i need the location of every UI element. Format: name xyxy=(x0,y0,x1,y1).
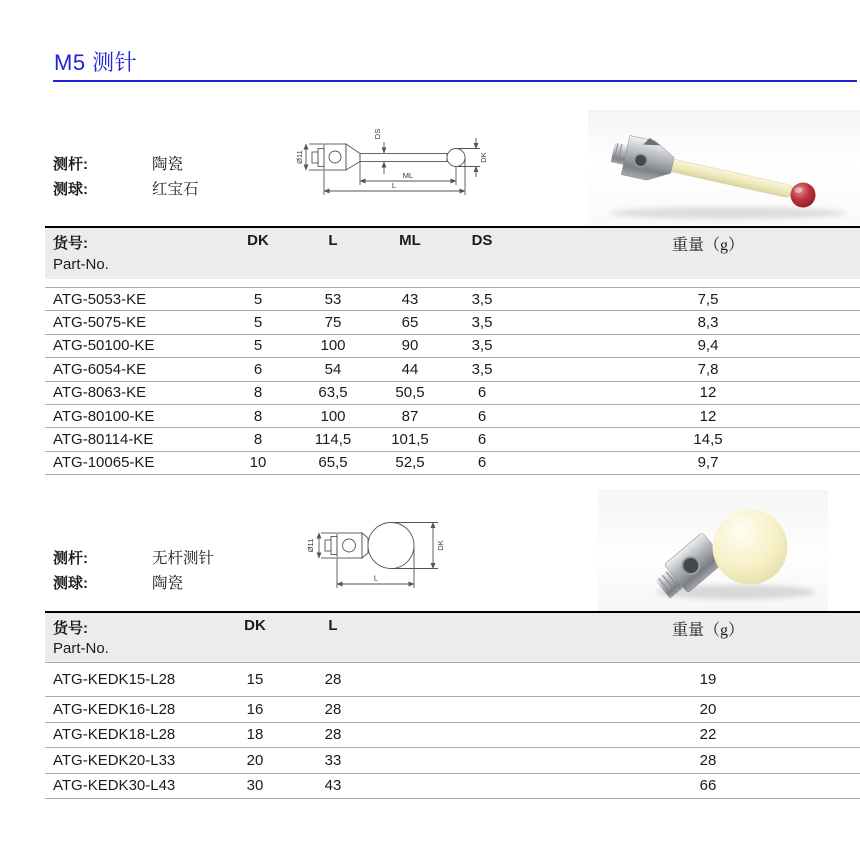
col-header-weight: 重量（g） xyxy=(671,622,744,639)
spec-row xyxy=(53,152,303,177)
stylus-ball-value: 红宝石 xyxy=(152,181,199,198)
value-cell: 18 xyxy=(246,726,264,744)
part-no-header-zh: 货号: xyxy=(53,620,88,637)
value-cell: 100 xyxy=(320,337,346,355)
part-no-header-en: Part-No. xyxy=(53,640,109,657)
table-row xyxy=(45,382,860,405)
value-cell: 20 xyxy=(246,751,264,769)
part-no-cell: ATG-KEDK20-L33 xyxy=(53,751,176,769)
table-row xyxy=(45,358,860,381)
value-cell: 5 xyxy=(253,337,263,355)
value-cell: 8 xyxy=(253,431,263,449)
col-header-ml: ML xyxy=(399,232,421,249)
value-cell: 43 xyxy=(401,290,419,308)
part-no-cell: ATG-6054-KE xyxy=(53,360,147,378)
value-cell: 9,4 xyxy=(697,337,719,355)
part-no-cell: ATG-80100-KE xyxy=(53,407,155,425)
ceramic-ball-photo xyxy=(598,490,828,611)
stylus-shaft-label: 测杆: xyxy=(53,156,88,173)
value-cell: 12 xyxy=(699,384,717,402)
value-cell: 30 xyxy=(246,777,264,795)
value-cell: 54 xyxy=(324,360,342,378)
value-cell: 100 xyxy=(320,407,346,425)
value-cell: 3,5 xyxy=(471,337,493,355)
value-cell: 15 xyxy=(246,671,264,688)
stylus-ball-label: 测球: xyxy=(53,575,88,592)
value-cell: 101,5 xyxy=(391,431,429,449)
value-cell: 19 xyxy=(699,671,717,688)
table-row xyxy=(45,452,860,475)
col-header-weight: 重量（g） xyxy=(671,237,744,254)
value-cell: 6 xyxy=(477,384,487,402)
col-header-dk: DK xyxy=(247,232,269,249)
value-cell: 22 xyxy=(699,726,717,744)
table-row xyxy=(45,288,860,311)
value-cell: 10 xyxy=(249,454,267,472)
value-cell: 3,5 xyxy=(471,290,493,308)
table-row xyxy=(45,405,860,428)
value-cell: 12 xyxy=(699,407,717,425)
value-cell: 7,8 xyxy=(697,360,719,378)
part-no-cell: ATG-5053-KE xyxy=(53,290,147,308)
part-no-cell: ATG-KEDK18-L28 xyxy=(53,726,176,744)
value-cell: 28 xyxy=(699,751,717,769)
title-underline xyxy=(53,80,857,82)
value-cell: 53 xyxy=(324,290,342,308)
section1-specs xyxy=(53,152,303,202)
value-cell: 5 xyxy=(253,290,263,308)
value-cell: 20 xyxy=(699,700,717,718)
part-no-cell: ATG-KEDK15-L28 xyxy=(53,671,176,688)
section2-specs xyxy=(53,546,303,596)
col-header-l: L xyxy=(328,232,338,249)
value-cell: 9,7 xyxy=(697,454,719,472)
part-no-header-zh: 货号: xyxy=(53,235,88,252)
value-cell: 6 xyxy=(477,454,487,472)
value-cell: 65 xyxy=(401,314,419,332)
value-cell: 3,5 xyxy=(471,360,493,378)
spec-row xyxy=(53,177,303,202)
part-no-cell: ATG-KEDK16-L28 xyxy=(53,700,176,718)
table-row xyxy=(45,723,860,749)
value-cell: 16 xyxy=(246,700,264,718)
value-cell: 33 xyxy=(324,751,342,769)
dim-label-l: L xyxy=(391,181,397,190)
value-cell: 65,5 xyxy=(318,454,348,472)
table-row xyxy=(45,335,860,358)
part-no-cell: ATG-50100-KE xyxy=(53,337,155,355)
part-no-cell: ATG-80114-KE xyxy=(53,431,154,449)
dim-label-ds: DS xyxy=(373,128,382,140)
part-no-cell: ATG-5075-KE xyxy=(53,314,147,332)
stylus-shaft-value: 陶瓷 xyxy=(152,156,184,173)
stylus-shaft-value: 无杆测针 xyxy=(152,550,215,567)
col-header-l: L xyxy=(328,617,338,634)
value-cell: 8 xyxy=(253,407,263,425)
value-cell: 75 xyxy=(324,314,342,332)
value-cell: 28 xyxy=(324,726,342,744)
value-cell: 6 xyxy=(477,431,487,449)
ruby-stylus-photo xyxy=(588,110,860,228)
table1-rows xyxy=(45,287,860,475)
value-cell: 7,5 xyxy=(697,290,719,308)
table1-header xyxy=(45,226,860,279)
spec-row xyxy=(53,546,303,571)
col-header-dk: DK xyxy=(244,617,266,634)
value-cell: 3,5 xyxy=(471,314,493,332)
table-row xyxy=(45,748,860,774)
value-cell: 6 xyxy=(253,360,263,378)
value-cell: 63,5 xyxy=(318,384,348,402)
col-header-ds: DS xyxy=(471,232,493,249)
value-cell: 8,3 xyxy=(697,314,719,332)
value-cell: 8 xyxy=(253,384,263,402)
part-no-cell: ATG-KEDK30-L43 xyxy=(53,777,176,795)
value-cell: 90 xyxy=(401,337,419,355)
part-no-cell: ATG-10065-KE xyxy=(53,454,155,472)
table-row xyxy=(45,663,860,697)
stylus-dimension-drawing xyxy=(294,118,506,210)
dim-label-l: L xyxy=(373,573,379,583)
value-cell: 43 xyxy=(324,777,342,795)
table-row xyxy=(45,311,860,334)
value-cell: 28 xyxy=(324,700,342,718)
table-row xyxy=(45,428,860,451)
part-no-header-en: Part-No. xyxy=(53,256,109,273)
dim-label-ml: ML xyxy=(402,171,414,180)
table2-header xyxy=(45,611,860,662)
value-cell: 28 xyxy=(324,671,342,688)
dim-label-d11: Ø11 xyxy=(306,538,315,553)
ball-stylus-dimension-drawing xyxy=(292,506,467,601)
stylus-ball-label: 测球: xyxy=(53,181,88,198)
dim-label-d11: Ø11 xyxy=(295,150,304,164)
value-cell: 50,5 xyxy=(395,384,425,402)
value-cell: 114,5 xyxy=(314,431,352,449)
value-cell: 52,5 xyxy=(395,454,425,472)
value-cell: 66 xyxy=(699,777,717,795)
table2-rows xyxy=(45,662,860,799)
value-cell: 6 xyxy=(477,407,487,425)
value-cell: 44 xyxy=(401,360,419,378)
value-cell: 87 xyxy=(401,407,419,425)
page-title: M5 测针 xyxy=(54,50,138,75)
value-cell: 5 xyxy=(253,314,263,332)
stylus-shaft-label: 测杆: xyxy=(53,550,88,567)
spec-row xyxy=(53,571,303,596)
table-row xyxy=(45,774,860,800)
stylus-ball-value: 陶瓷 xyxy=(152,575,184,592)
dim-label-dk: DK xyxy=(436,540,445,551)
value-cell: 14,5 xyxy=(693,431,723,449)
part-no-cell: ATG-8063-KE xyxy=(53,384,147,402)
dim-label-dk: DK xyxy=(479,152,488,163)
table-row xyxy=(45,697,860,723)
